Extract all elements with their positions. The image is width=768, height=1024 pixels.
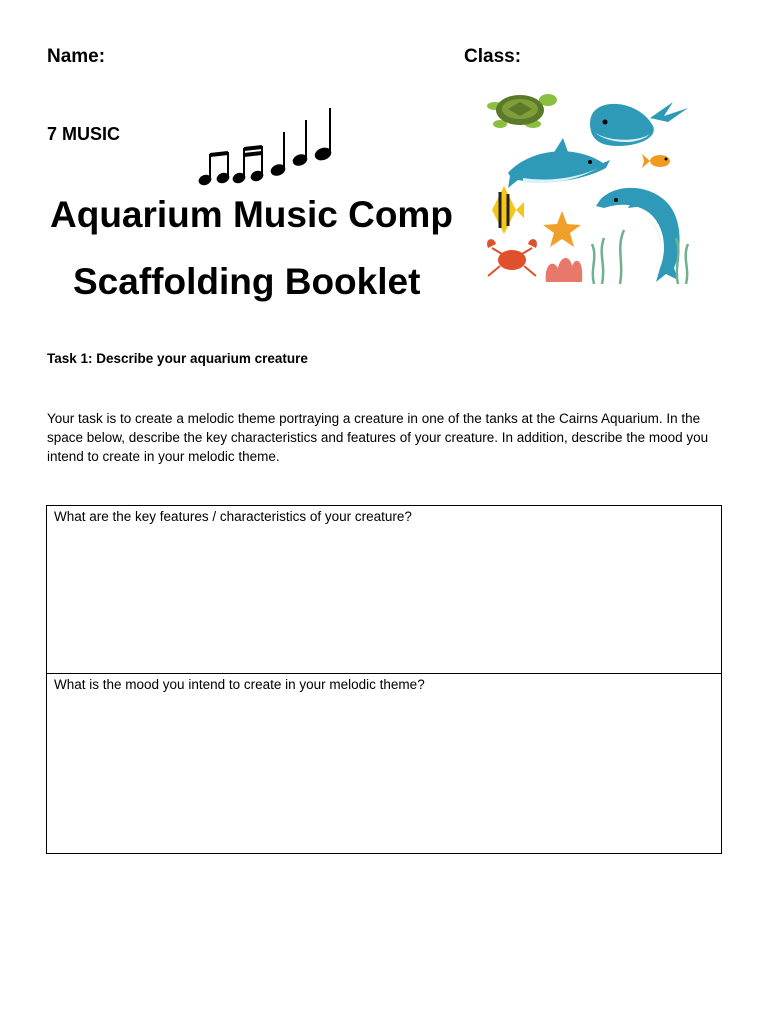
features-answer-box[interactable]: [47, 506, 722, 674]
course-label: 7 MUSIC: [47, 124, 121, 144]
mood-answer-box[interactable]: [47, 674, 722, 854]
music-notes-icon: [195, 104, 345, 189]
class-label: Class:: [464, 46, 522, 67]
title-line-1: Aquarium Music Comp: [50, 194, 453, 235]
table-row: [47, 674, 722, 854]
task-heading: Task 1: Describe your aquarium creature: [47, 351, 308, 366]
features-question: What are the key features / characteristics of your creature?: [54, 509, 412, 524]
sea-creatures-illustration: [478, 88, 693, 293]
task-instructions: Your task is to create a melodic theme portraying a creature in one of the tanks at the Cairns Aquarium. In the space below, describe the key characteristics and features of your creature. In addition, describe the mood you intend to create in your melodic theme.: [47, 411, 709, 464]
answer-table: [46, 505, 722, 854]
mood-question: What is the mood you intend to create in your melodic theme?: [54, 677, 425, 692]
table-row: [47, 506, 722, 674]
name-label: Name:: [47, 46, 106, 67]
title-line-2: Scaffolding Booklet: [73, 261, 421, 302]
